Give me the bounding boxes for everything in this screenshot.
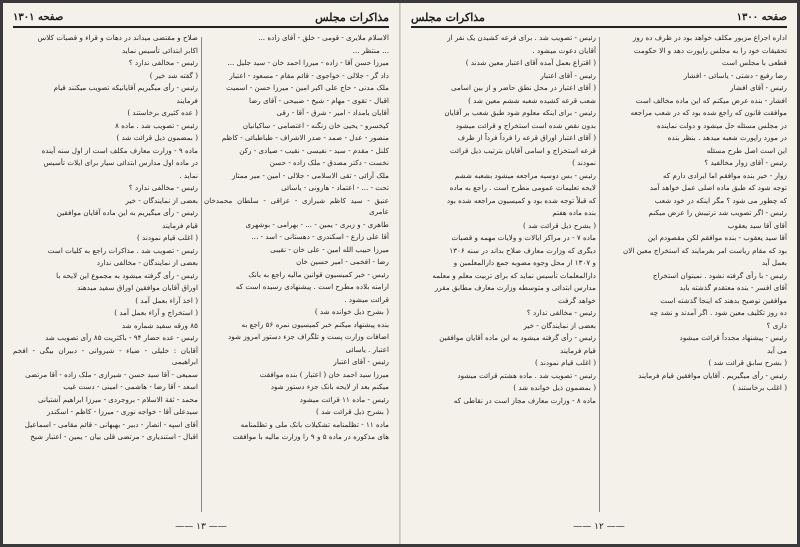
text-line: رئیس - با رأی گرفته نشود . نمیتوان استخراج — [652, 270, 787, 280]
text-line: اعتبار . یاسائی — [345, 344, 389, 354]
text-line: در ماده اول مدارس ابتدائی سیار برای ایلات تأسیس — [43, 158, 198, 167]
text-line: بعضی از نمایندگان - مخالفی ندارد — [96, 258, 198, 267]
text-line: مدارس ابتدائی و متوسطه وزارت معارف مطابق مقرر — [434, 283, 596, 292]
text-line: منصور - عدل - صمد - صدر الاشراف - طباطبائی - کاظم — [221, 133, 389, 142]
text-line: کلنل - مقدم - سید - نفیسی - نقیب - صیادی - رکن — [239, 145, 389, 155]
text-line: میکنم بعد از لایحه بانک جزء دستور شود — [270, 382, 389, 391]
text-line: آقا سید یعقوب - بنده موافقم لکن مقصودم این — [647, 233, 787, 242]
text-line: رئیس - تصویب شد . مذاکرات راجع به کلیات است — [47, 245, 198, 255]
left-page-column-left — [13, 32, 198, 532]
right-page-footer-number: —— ۱۲ —— — [573, 522, 624, 532]
text-line: ( گفته شد خیر ) — [149, 70, 198, 80]
text-line: ( اغلب قیام نمودند ) — [136, 233, 198, 242]
text-line: ( بمضمون ذیل خوانده شد ) — [513, 383, 596, 392]
text-line: رئیس - ماده ۱۱ قرائت میشود — [299, 394, 389, 404]
text-line: رئیس - خبر کمیسیون قوانین مالیه راجع به بانک — [248, 269, 389, 279]
text-line: قطعی با مجلس است — [722, 58, 787, 67]
text-line: رئیس - رأی میگیریم آقایانیکه تصویب میکنند قیام — [53, 83, 198, 92]
text-line: نخست - دکتر مصدق - ملک زاده - حسن — [269, 158, 389, 167]
text-line: رئیس - آقای اعتبار — [333, 357, 389, 366]
text-line: ( آقای اعتبار اوراق قرعه را فرداً فرداً از ظرف — [457, 133, 596, 142]
text-line: عنیق - سید کاظم شیرازی - عراقی - سلطان محمدخان عامری — [204, 195, 389, 216]
text-line: داری ؟ — [766, 320, 787, 330]
right-page-column-right — [602, 32, 787, 532]
text-line: که چطور می شود ؟ مگر اینکه در خود شعب — [654, 195, 787, 205]
left-page-column-divider — [201, 37, 202, 512]
left-page-column-right — [204, 32, 389, 532]
left-page-number-label: صفحه ۱۳۰۱ — [13, 12, 64, 23]
text-line: زوار - خیر بنده موافقم اما ایرادی دارم که — [662, 170, 787, 180]
book-spread — [3, 3, 797, 544]
text-line: رئیس - اگر تصویب شد ترتیبش را عرض میکنم — [648, 208, 787, 217]
right-page-footer — [401, 522, 797, 532]
text-line: رئیس - رأی میگیریم به این ماده آقایان موافقین — [56, 208, 198, 217]
text-line: بعضی از نمایندگان - خیر — [523, 320, 596, 330]
text-line: آقای افسر - بنده معتقدم گذشته باید — [679, 283, 787, 292]
right-page-header — [411, 11, 787, 28]
text-line: ملک مدنی - حاج علی اکبر امین - میرزا حسن - اسمیت — [226, 83, 389, 92]
text-line: بعضی از نمایندگان - خیر — [125, 195, 198, 205]
text-line: می آید — [767, 345, 787, 355]
right-page-column-divider — [599, 37, 600, 512]
text-line: رئیس - تصویب شد . برای قرعه کشیدن یک نفر از — [447, 33, 596, 42]
text-line: اسعد - آقا رضا - هاشمی - امینی - دست غیب — [63, 382, 198, 391]
text-line: ملک آرائی - تقی الاسلامی - جلالی - امین - میر ممتاز — [231, 170, 389, 180]
right-page-number-label: صفحه ۱۳۰۰ — [736, 12, 787, 23]
text-line: رئیس - بس دوسیه مراجعه میشود بشعبه ششم — [454, 170, 596, 180]
text-line: ماده ۹ - وزارت معارف مکلف است از اول سنه آینده — [41, 145, 198, 155]
text-line: ... منتظر ... — [352, 45, 389, 55]
text-line: میرزا حسن آقا - زاده - میرزا احمد خان - سید جلیل ... — [227, 58, 389, 67]
text-line: آقای اسپه - انصار - دبیر - بهبهانی - قائم مقامی - اسماعیل — [24, 419, 198, 429]
text-line: اکابر ابتدائی تأسیس نماید — [121, 45, 198, 55]
text-line: نماید . — [179, 170, 198, 180]
text-line: آقا علی زارع - اسکندری - دهستانی - اسد - ... — [251, 232, 389, 241]
text-line: رئیس - تصویب شد . ماده ۸ — [115, 120, 198, 130]
left-page-footer-number: —— ۱۳ —— — [175, 522, 226, 532]
text-line: در مجلس مسئله حل میشود و دولت نماینده — [656, 120, 787, 130]
text-line: فرمایند — [176, 95, 198, 105]
text-line: ارامنه بلاده مطرح است . پیشنهادی رسیده است که — [235, 282, 389, 291]
text-line: نمودند ) — [572, 158, 596, 167]
text-line: رئیس - مخالفی ندارد ؟ — [128, 183, 198, 192]
text-line: اضافات وزارت پست و تلگراف جزء دستور امروز شود — [228, 332, 389, 341]
text-line: اوراق آقایان موافقین اوراق سفید میدهند — [77, 283, 198, 292]
text-line: بعمل آید — [761, 258, 787, 267]
right-page-column-left — [411, 32, 596, 532]
text-line: رئیس - آقای افشار — [730, 83, 787, 92]
text-line: اداره اجراع مزبور مکلف خواهد بود در ظرف ده روز — [632, 33, 787, 42]
right-page — [400, 3, 797, 544]
text-line: آقایان : خلیلی - ضیاء - شیروانی - دبیران بیگی - افخم ابراهیمی — [13, 345, 198, 366]
text-line: های مذکوره در ماده ۵ و ۹ را وزارت مالیه با موافقت — [232, 432, 389, 441]
text-line: رئیس - رأی گرفته میشود به مجموع این لایحه با — [56, 270, 198, 280]
text-line: الاسلام ملایری - قومی - خلق - آقای زاده ... — [258, 33, 389, 42]
text-line: افشار - بنده عرض میکنم که این ماده مخالف است — [635, 95, 787, 105]
text-line: رئیس - رأی میگیریم . آقایان موافقین قیام فرمایند — [638, 370, 787, 380]
text-line: رضا - افخمی - امیر حسین خان — [296, 257, 389, 266]
text-line: قیام فرمایند — [162, 220, 198, 230]
text-line: موافقین توضیح بدهند که اینجا گذشته است — [660, 295, 787, 305]
text-line: ده روز تکلیف معین شود . اگر آمدند و نشد چه — [649, 308, 787, 317]
text-line: ( اقتراع بعمل آمده آقای اعتبار معین شدند ) — [465, 58, 596, 67]
text-line: رئیس - تصویب شد . ماده هشتم قرائت میشود — [457, 370, 596, 380]
text-line: ماده ۸ - وزارت معارف مجاز است در نقاطی که — [453, 395, 596, 405]
text-line: تحقیقات خود را به مجلس راپورت دهد و الا حکومت — [633, 45, 787, 55]
text-line: بود که مقام ریاست امر بفرمایند که استخراج معین الان — [622, 245, 787, 255]
text-line: ( بشرح ذیل قرائت شد ) — [316, 407, 389, 416]
left-page-header — [13, 11, 389, 28]
left-page-title: مذاکرات مجلس — [315, 11, 389, 24]
text-line: شعب قرعه کشیده شعبه ششم معین شد ) — [468, 95, 596, 105]
text-line: رئیس - برای اینکه معلوم شود طبق شعب بر آقایان — [444, 108, 596, 117]
text-line: آقایان بامداد - امیر - شرق - آقا - رقی — [276, 108, 389, 117]
text-line: رئیس - پیشنهاد مجدداً قرائت میشود — [679, 333, 787, 342]
text-line: اقبال - استندیاری - مرتضی قلی بیان - یمین - اعتبار شیخ — [30, 432, 198, 441]
text-line: ( بشرح ذیل خوانده شد ) — [314, 307, 389, 316]
text-line: دارالمعلمات تأسیس نماید که برای تربیت معلم و معلمه — [432, 270, 596, 280]
text-line: کیخسرو - یحیی خان زنگنه - اعتصامی - ساکیانیان — [242, 120, 389, 130]
text-line: طاهری - و زیری - یمین - ... - بهرامی - بوشهری — [245, 219, 389, 229]
text-line: ( بمضمون ذیل قرائت شد ) — [116, 133, 198, 142]
text-line: سمیعی - آقا سید حسن - شیرازی - ملک زاده - آقا مرتضی — [25, 369, 198, 379]
text-line: رئیس - مخالفی ندارد ؟ — [526, 308, 596, 317]
text-line: اقبال - تقوی - مهام - شیخ - صبیحی - آقای رضا — [249, 95, 389, 105]
text-line: رئیس - رأی گرفته میشود به این ماده آقایان موافقین — [439, 333, 596, 342]
text-line: دیگری که وزارت معارف صلاح بداند در سنه ۱۳۰۶ — [449, 245, 596, 255]
text-line: این است اصل طرح مسئله — [706, 145, 787, 155]
text-line: بنده پیشنهاد میکنم خبر کمیسیون نمره ۵۶ راجع به — [241, 319, 389, 329]
text-line: رئیس - مخالفی ندارد ؟ — [128, 58, 198, 67]
text-line: سیدعلی آقا - خواجه نوری - میرزا - کاظم - اسکندر — [46, 407, 198, 416]
left-page-footer — [3, 522, 399, 532]
text-line: ۸۵ ورقه سفید شماره شد — [121, 320, 198, 330]
text-line: لایحه تعلیمات عمومی مطرح است . راجع به ماده — [449, 183, 596, 192]
text-line: صلاح و مقتضی میداند در دهات و قراء و قصبات کلاس — [37, 33, 198, 42]
text-line: میرزا حبیب الله امین - علی خان - نقیبی — [270, 244, 389, 254]
text-line: بنده ماده هفتم — [552, 208, 596, 217]
text-line: قرعه استخراج و اسامی آقایان بترتیب ذیل قرائت — [449, 145, 596, 155]
text-line: قیام فرمایند — [560, 345, 596, 355]
text-line: بدون نقص شده است استخراج و قرائت میشود — [455, 120, 596, 130]
text-line: رئیس - عده حضار ۹۴ - باکثریت ۸۵ رأی تصویب شد — [45, 333, 198, 342]
left-page — [3, 3, 400, 544]
text-line: رضا رفیع - دشتی - یاسائی - افشار — [683, 70, 787, 80]
text-line: ( بشرح ذیل قرائت شد ) — [523, 220, 596, 230]
text-line: آقایان دعوت میشود . — [532, 45, 596, 55]
text-line: ماده ۷ - در مراکز ایالات و ولایات مهمه و قصبات — [451, 233, 596, 242]
text-line: داد گر - جلالی - خواجوی - قائم مقام - مسعود - اعتبار — [229, 70, 389, 80]
text-line: ( اغلب قیام نمودند ) — [534, 358, 596, 367]
right-page-title: مذاکرات مجلس — [411, 11, 485, 24]
text-line: در مورد راپورت شعبه میدهد . بنظر بنده — [667, 133, 787, 142]
text-line: میرزا سید احمد خان ( اعتبار ) بنده موافقت — [259, 369, 389, 379]
text-line: خواهد گرفت — [558, 295, 596, 305]
text-line: ( آقای اعتبار در محل نطق حاضر و از بین اسامی — [450, 83, 596, 92]
text-line: و ۱۳۰۷ از محل وجوه مصوبه جمع دارالمعلمین و — [453, 258, 596, 267]
text-line: قرائت میشود . — [344, 294, 389, 304]
text-line: توجه شود که طبق ماده اصلی عمل خواهد آمد — [649, 183, 787, 192]
text-line: تحت - ... - اعتماد - هارونی - یاسائی — [281, 183, 389, 192]
text-line: رئیس - آقای اعتبار — [540, 70, 596, 80]
text-line: که قبلاً توجه شده بود و کمیسیون مراجعه شده بود — [446, 195, 596, 205]
text-line: ماده ۱۱ - تظلمنامه تشکیلات بانک ملی و تظلمنامه — [240, 419, 389, 429]
text-line: ( بشرح سابق قرائت شد ) — [708, 358, 787, 367]
text-line: ( استخراج و آراء بعمل آمد ) — [114, 308, 198, 317]
text-line: ( اغلب برخاستند ) — [732, 383, 787, 392]
text-line: آقای آقا سید یعقوب — [727, 220, 787, 230]
text-line: محمد - ثقة الاسلام - بروجردی - میرزا ابراهیم آشتیانی — [38, 394, 198, 404]
text-line: ( عده کثیری برخاستند ) — [127, 108, 198, 117]
text-line: موافقت قانون که راجع شده بود که در شعب مراجعه — [630, 108, 787, 117]
text-line: رئیس - آقای زوار مخالفید ؟ — [704, 158, 787, 167]
text-line: ( اخذ آراء بعمل آمد ) — [135, 295, 198, 305]
